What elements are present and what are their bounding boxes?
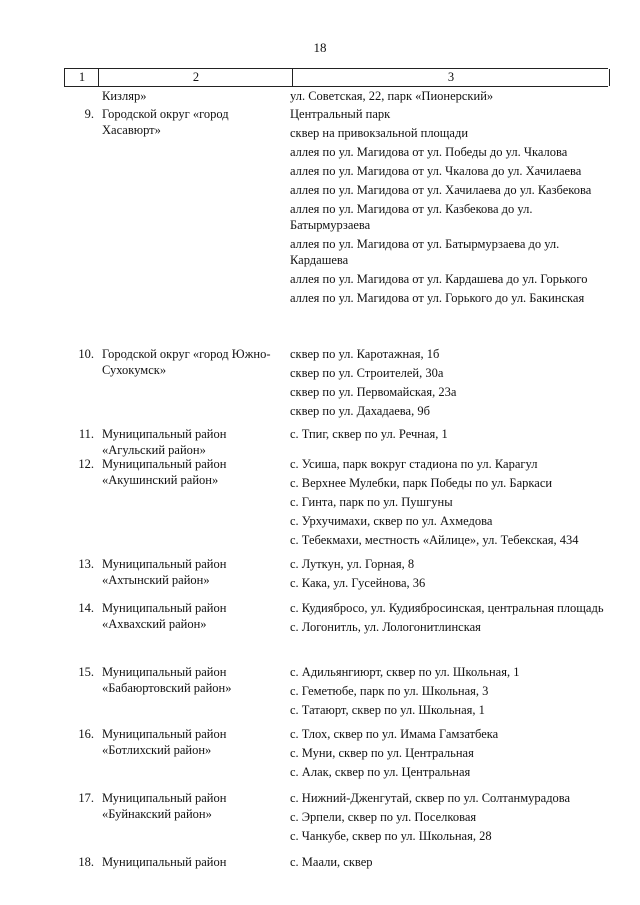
locations-list: [290, 426, 608, 445]
row-number: 14.: [78, 601, 94, 615]
locations-list: [290, 664, 608, 721]
list-item: с. Урхучимахи, сквер по ул. Ахмедова: [290, 514, 493, 528]
list-item: с. Кудиябросо, ул. Кудиябросинская, центральная площадь: [290, 601, 604, 615]
list-item: аллея по ул. Магидова от ул. Чкалова до ул. Хачилаева: [290, 164, 582, 178]
list-item: сквер по ул. Дахадаева, 9б: [290, 404, 430, 418]
list-item: Центральный парк: [290, 107, 391, 121]
list-item: аллея по ул. Магидова от ул. Победы до ул. Чкалова: [290, 145, 568, 159]
municipality-name: Муниципальный район «Бабаюртовский район»: [102, 665, 232, 695]
list-item: с. Татаюрт, сквер по ул. Школьная, 1: [290, 703, 485, 717]
list-item: с. Тлох, сквер по ул. Имама Гамзатбека: [290, 727, 499, 741]
municipality-name: Городской округ «город Южно-Сухокумск»: [102, 347, 271, 377]
locations-list: [290, 106, 608, 309]
row-number: 15.: [78, 665, 94, 679]
locations-list: [290, 346, 608, 422]
list-item: с. Чанкубе, сквер по ул. Школьная, 28: [290, 829, 492, 843]
list-item: аллея по ул. Магидова от ул. Горького до ул. Бакинская: [290, 291, 585, 305]
list-item: с. Верхнее Мулебки, парк Победы по ул. Баркаси: [290, 476, 553, 490]
row-number: 17.: [78, 791, 94, 805]
row-number: 10.: [78, 347, 94, 361]
row-number: 9.: [84, 107, 94, 121]
row-number: 16.: [78, 727, 94, 741]
list-item: с. Алак, сквер по ул. Центральная: [290, 765, 471, 779]
list-item: с. Логонитль, ул. Лологонитлинская: [290, 620, 481, 634]
header-col-3: 3: [292, 69, 610, 86]
row-number: 13.: [78, 557, 94, 571]
locations-list: [290, 790, 608, 847]
municipality-name: Городской округ «город Хасавюрт»: [102, 107, 229, 137]
municipality-name: Муниципальный район «Ахвахский район»: [102, 601, 227, 631]
locations-list: [290, 556, 608, 594]
list-item: с. Адильянгиюрт, сквер по ул. Школьная, 1: [290, 665, 520, 679]
locations-list: [290, 600, 608, 638]
header-col-1: 1: [64, 69, 99, 86]
list-item: сквер на привокзальной площади: [290, 126, 469, 140]
list-item: с. Гинта, парк по ул. Пушгуны: [290, 495, 453, 509]
municipality-name: Муниципальный район «Ботлихский район»: [102, 727, 227, 757]
page-number: 18: [313, 40, 327, 55]
locations-list: [290, 726, 608, 783]
list-item: сквер по ул. Строителей, 30а: [290, 366, 444, 380]
municipality-name: Муниципальный район «Акушинский район»: [102, 457, 227, 487]
list-item: аллея по ул. Магидова от ул. Кардашева до ул. Горького: [290, 272, 588, 286]
header-col-2: 2: [98, 69, 293, 86]
list-item: аллея по ул. Магидова от ул. Хачилаева до ул. Казбекова: [290, 183, 592, 197]
list-item: с. Маали, сквер: [290, 855, 373, 869]
municipality-name: Муниципальный район «Ахтынский район»: [102, 557, 227, 587]
municipality-name: Муниципальный район: [102, 855, 227, 869]
list-item: сквер по ул. Первомайская, 23а: [290, 385, 457, 399]
list-item: с. Эрпели, сквер по ул. Поселковая: [290, 810, 477, 824]
locations-list: [290, 456, 608, 551]
row-number: 11.: [78, 427, 94, 441]
list-item: аллея по ул. Магидова от ул. Казбекова до ул. Батырмурзаева: [290, 202, 533, 232]
list-item: с. Геметюбе, парк по ул. Школьная, 3: [290, 684, 489, 698]
list-item: с. Тпиг, сквер по ул. Речная, 1: [290, 427, 448, 441]
list-item: сквер по ул. Каротажная, 1б: [290, 347, 440, 361]
list-item: аллея по ул. Магидова от ул. Батырмурзаева до ул. Кардашева: [290, 237, 560, 267]
list-item: ул. Советская, 22, парк «Пионерский»: [290, 89, 494, 103]
list-item: с. Тебекмахи, местность «Айлице», ул. Тебекская, 434: [290, 533, 579, 547]
municipality-name: Кизляр»: [102, 89, 147, 103]
list-item: с. Кака, ул. Гусейнова, 36: [290, 576, 426, 590]
list-item: с. Усиша, парк вокруг стадиона по ул. Карагул: [290, 457, 538, 471]
table-header: [64, 68, 608, 87]
locations-list: [290, 854, 608, 873]
municipality-name: Муниципальный район «Буйнакский район»: [102, 791, 227, 821]
list-item: с. Луткун, ул. Горная, 8: [290, 557, 415, 571]
row-number: 18.: [78, 855, 94, 869]
row-number: 12.: [78, 457, 94, 471]
list-item: с. Муни, сквер по ул. Центральная: [290, 746, 474, 760]
locations-list: [290, 88, 608, 107]
list-item: с. Нижний-Дженгутай, сквер по ул. Солтанмурадова: [290, 791, 571, 805]
municipality-name: Муниципальный район «Агульский район»: [102, 427, 227, 457]
